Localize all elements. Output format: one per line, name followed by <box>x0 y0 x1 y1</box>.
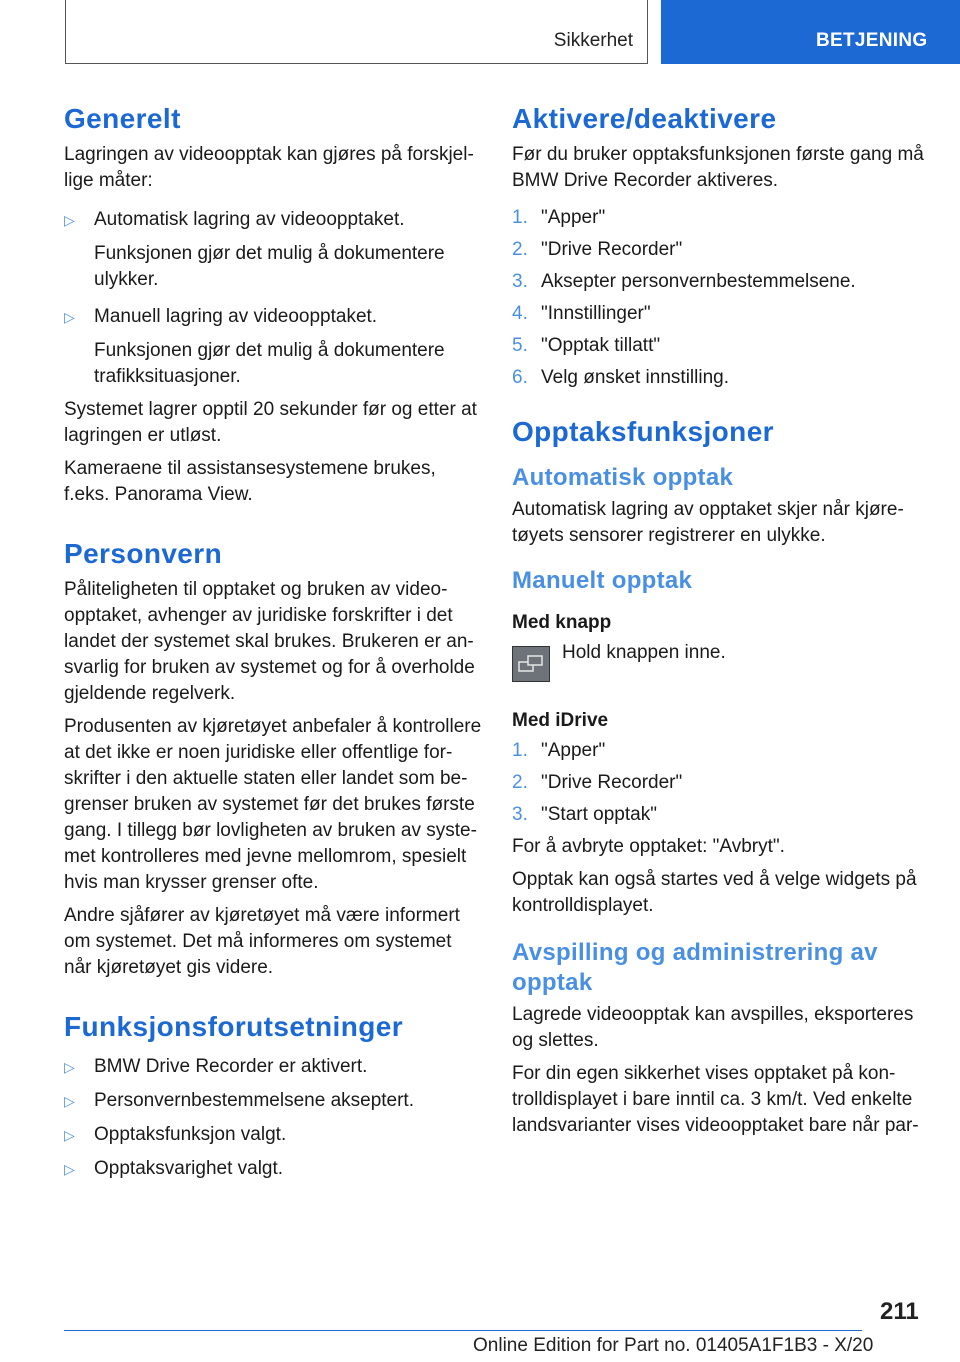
heading-med-knapp: Med knapp <box>512 612 612 633</box>
step-item: 4. "Innstillinger" <box>512 303 651 324</box>
heading-med-idrive: Med iDrive <box>512 710 609 731</box>
triangle-bullet-icon: ▷ <box>64 1161 75 1177</box>
triangle-bullet-icon: ▷ <box>64 1127 75 1143</box>
left-column <box>64 100 484 1190</box>
chapter-tab: BETJENING <box>661 0 960 64</box>
heading-avspilling: Avspilling og administrering av opptak <box>512 939 878 996</box>
triangle-bullet-icon: ▷ <box>64 309 75 325</box>
triangle-bullet-icon: ▷ <box>64 212 75 228</box>
heading-generelt: Generelt <box>64 103 181 134</box>
section-title: Sikkerhet <box>553 30 633 51</box>
record-button-icon <box>512 646 550 682</box>
button-instruction <box>512 640 932 682</box>
avspilling-paragraph: For din egen sikkerhet vises opptaket på kon-trolldisplayet i bare inntil ca. 3 km/t. Ved enkelte landsvarianter vises videoopptaket bare når par- <box>512 1063 919 1136</box>
step-item: 5. "Opptak tillatt" <box>512 335 661 356</box>
page-number: 211 <box>880 1298 919 1325</box>
list-item: ▷ Opptaksvarighet valgt. <box>64 1156 484 1182</box>
list-item: ▷ Personvernbestemmelsene akseptert. <box>64 1088 484 1114</box>
heading-automatisk-opptak: Automatisk opptak <box>512 464 734 491</box>
footer-edition: Online Edition for Part no. 01405A1F1B3 - X/20 <box>473 1335 874 1356</box>
step-item: 6. Velg ønsket innstilling. <box>512 367 729 388</box>
heading-funksjonsforutsetninger: Funksjonsforutsetninger <box>64 1011 403 1042</box>
heading-manuelt-opptak: Manuelt opptak <box>512 567 693 594</box>
heading-opptaksfunksjoner: Opptaksfunksjoner <box>512 416 774 447</box>
step-item: 3. "Start opptak" <box>512 804 657 825</box>
step-item: 3. Aksepter personvernbestemmelsene. <box>512 271 856 292</box>
personvern-paragraph: Påliteligheten til opptaket og bruken av video-opptaket, avhenger av juridiske forskrifter i det landet der systemet skal brukes. Brukeren er an-svarlig for bruken av systemet og for å overholde gjeldende regelverk. <box>64 579 475 704</box>
list-item: ▷ BMW Drive Recorder er aktivert. <box>64 1054 484 1080</box>
generelt-intro: Lagringen av videoopptak kan gjøres på forskjel-lige måter: <box>64 144 474 191</box>
idrive-paragraph: Opptak kan også startes ved å velge widgets på kontrolldisplayet. <box>512 869 917 916</box>
aktivere-intro: Før du bruker opptaksfunksjonen første gang må BMW Drive Recorder aktiveres. <box>512 144 924 191</box>
list-item-detail: Funksjonen gjør det mulig å dokumentere ulykker. <box>94 243 445 290</box>
step-item: 2. "Drive Recorder" <box>512 772 683 793</box>
footer-divider <box>64 1330 862 1331</box>
avspilling-paragraph: Lagrede videoopptak kan avspilles, eksporteres og slettes. <box>512 1004 914 1051</box>
knapp-text: Hold knappen inne. <box>562 642 726 663</box>
idrive-paragraph: For å avbryte opptaket: "Avbryt". <box>512 836 785 857</box>
triangle-bullet-icon: ▷ <box>64 1093 75 1109</box>
list-item: ▷ Opptaksfunksjon valgt. <box>64 1122 484 1148</box>
generelt-paragraph: Kameraene til assistansesystemene brukes, f.eks. Panorama View. <box>64 458 436 505</box>
list-item: ▷ Automatisk lagring av videoopptaket. <box>64 207 484 233</box>
step-item: 1. "Apper" <box>512 740 606 761</box>
list-item-detail: Funksjonen gjør det mulig å dokumentere trafikksituasjoner. <box>94 340 445 387</box>
generelt-paragraph: Systemet lagrer opptil 20 sekunder før og etter at lagringen er utløst. <box>64 399 477 446</box>
heading-aktivere: Aktivere/deaktivere <box>512 103 777 134</box>
step-item: 2. "Drive Recorder" <box>512 239 683 260</box>
personvern-paragraph: Andre sjåfører av kjøretøyet må være informert om systemet. Det må informeres om systemet når kjøretøyet gis videre. <box>64 905 460 978</box>
heading-personvern: Personvern <box>64 538 223 569</box>
list-item: ▷ Manuell lagring av videoopptaket. <box>64 304 484 330</box>
right-column <box>512 100 932 1146</box>
personvern-paragraph: Produsenten av kjøretøyet anbefaler å kontrollere at det ikke er noen juridiske eller offentlige for-skrifter i den aktuelle staten eller landet som be-grenser bruken av systemet før det brukes første gang. I tillegg bør lovligheten av bruken av syste-met kontrolleres med jevne mellomrom, spesielt hvis man krysser grenser ofte. <box>64 716 482 893</box>
step-item: 1. "Apper" <box>512 207 606 228</box>
header-section-box <box>65 0 648 64</box>
triangle-bullet-icon: ▷ <box>64 1059 75 1075</box>
automatisk-paragraph: Automatisk lagring av opptaket skjer når kjøre-tøyets sensorer registrerer en ulykke. <box>512 499 904 546</box>
